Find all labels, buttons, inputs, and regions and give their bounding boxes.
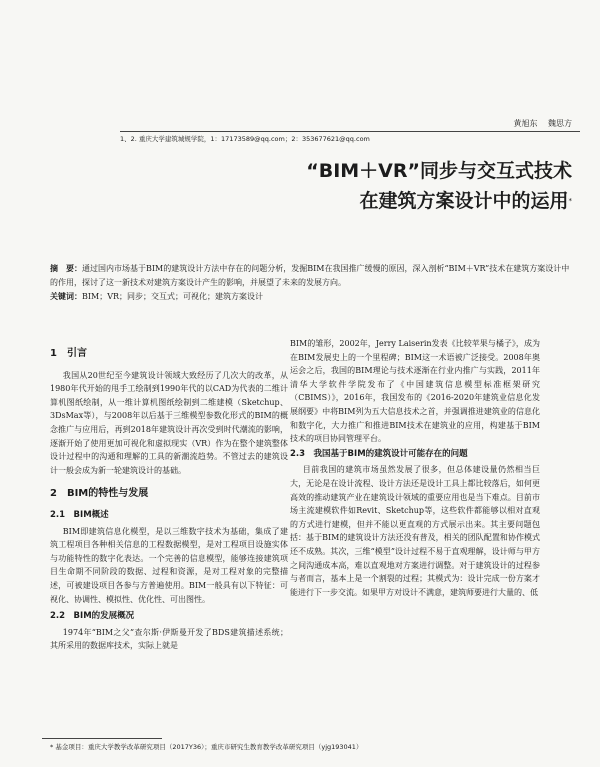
paper-title: [200, 156, 572, 216]
paragraph: BIM即建筑信息化模型，是以三维数字技术为基础，集成了建筑工程项目各种相关信息的工程数据模型，是对工程项目设施实体与功能特性的数字化表达。一个完善的信息模型，能够连接建筑项目生命期不同阶段的数据、过程和资源，是对工程对象的完整描述，可被建设项目各参与方普遍使用。BIM一般具有以下特征：可视化、协调性、模拟性、优化性、可出图性。: [50, 526, 288, 604]
footnote-rule: [42, 738, 162, 739]
paragraph: 目前我国的建筑市场虽然发展了很多，但总体建设量仍然相当巨大，无论是在设计流程、设计方法还是设计工具上都比较落后，如何更高效的推动建筑产业在建筑设计领域的重要应用也是当下难点。目前市场主流建模软件如Revit、Sketchup等，这些软件都能够以相对直观的方式进行建模，但并不能以更直观的方式展示出来。其主要问题包括：基于BIM的建筑设计方法还没有普及，相关的团队配置和协作模式还不成熟。其次，三维“模型”设计过程不易于直观理解，设计师与甲方之间沟通成本高，难以直观地对方案进行调整。对于建筑设计的过程参与者而言，基本上是一个割裂的过程；其模式为：设计完成一份方案才能进行下一步交流。如果甲方对设计不满意，建筑师要进行大量的、低: [290, 465, 540, 597]
paragraph: BIM的雏形，2002年，Jerry Laiserin发表《比较苹果与橘子》，成为在BIM发展史上的一个里程碑；BIM这一术语被广泛接受。2008年奥运会之后，我国的BIM理论与技术逐渐在行业内推广与实践，2011年清华大学软件学院发布了《中国建筑信息模型标准框架研究（CBIMS）》，2016年，我国发布的《2016-2020年建筑业信息化发展纲要》中将BIM列为五大信息技术之首，并强调推进建筑业的信息化和数字化，大力推广和推进BIM技术在建筑业的应用，构建基于BIM技术的项目协同管理平台。: [290, 339, 540, 444]
abstract-label: 摘 要：: [50, 264, 82, 273]
subsection-heading: 2.2 BIM的发展概况: [50, 611, 135, 622]
author-line: [360, 118, 572, 129]
title-footnote-marker: *: [568, 197, 572, 205]
affiliation: 1、2. 重庆大学建筑城规学院，1：17173589@qq.com；2：353677621@qq.com: [120, 131, 580, 143]
subsection-heading: 2.3 我国基于BIM的建筑设计可能存在的问题: [290, 448, 468, 459]
footnote: * 基金项目：重庆大学教学改革研究项目（2017Y36）；重庆市研究生教育教学改革研究项目（yjg193041）: [50, 743, 363, 751]
keywords-text: BIM；VR；同步；交互式；可视化；建筑方案设计: [82, 292, 264, 301]
paragraph: 1974年“BIM之父”查尔斯·伊斯曼开发了BDS建筑描述系统；其所采用的数据库技术，实际上就是: [50, 627, 288, 651]
paragraph: 我国从20世纪至今建筑设计领域大致经历了几次大的改革，从1980年代开始的甩手工绘制到1990年代的以CAD为代表的二维计算机图纸绘制，从一维计算机图纸绘制到二维建模（Sketchup、3DsMax等），与2008年以后基于三维模型参数化形式的BIM的概念推广与应用后，再到2018年建筑设计再次受到时代潮流的影响，逐渐开始了使用更加可视化和虚拟现实（VR）作为在整个建筑整体设计过程中的沟通和理解的工具的新潮流趋势。不管过去的建筑设计一般会成为新一轮建筑设计的基础。: [50, 370, 288, 475]
abstract: [50, 262, 570, 290]
right-column: [290, 337, 540, 599]
title-line-1: “BIM＋VR”同步与交互式技术: [306, 160, 572, 182]
author-name: 黄旭东: [513, 119, 538, 128]
section-heading: 1 引言: [50, 348, 87, 359]
author-name: 魏思方: [548, 119, 572, 128]
left-column: [50, 337, 288, 653]
title-line-2: 在建筑方案设计中的运用*: [359, 190, 572, 212]
abstract-text: 通过国内市场基于BIM的建筑设计方法中存在的问题分析，发掘BIM在我国推广缓慢的原因，深入剖析“BIM＋VR”技术在建筑方案设计中的作用，探讨了这一新技术对建筑方案设计产生的影响，并展望了未来的发展方向。: [50, 264, 570, 287]
keywords: [50, 290, 570, 304]
abstract-block: [50, 262, 570, 304]
subsection-heading: 2.1 BIM概述: [50, 509, 109, 520]
keywords-label: 关键词：: [50, 292, 82, 301]
section-heading: 2 BIM的特性与发展: [50, 488, 149, 500]
